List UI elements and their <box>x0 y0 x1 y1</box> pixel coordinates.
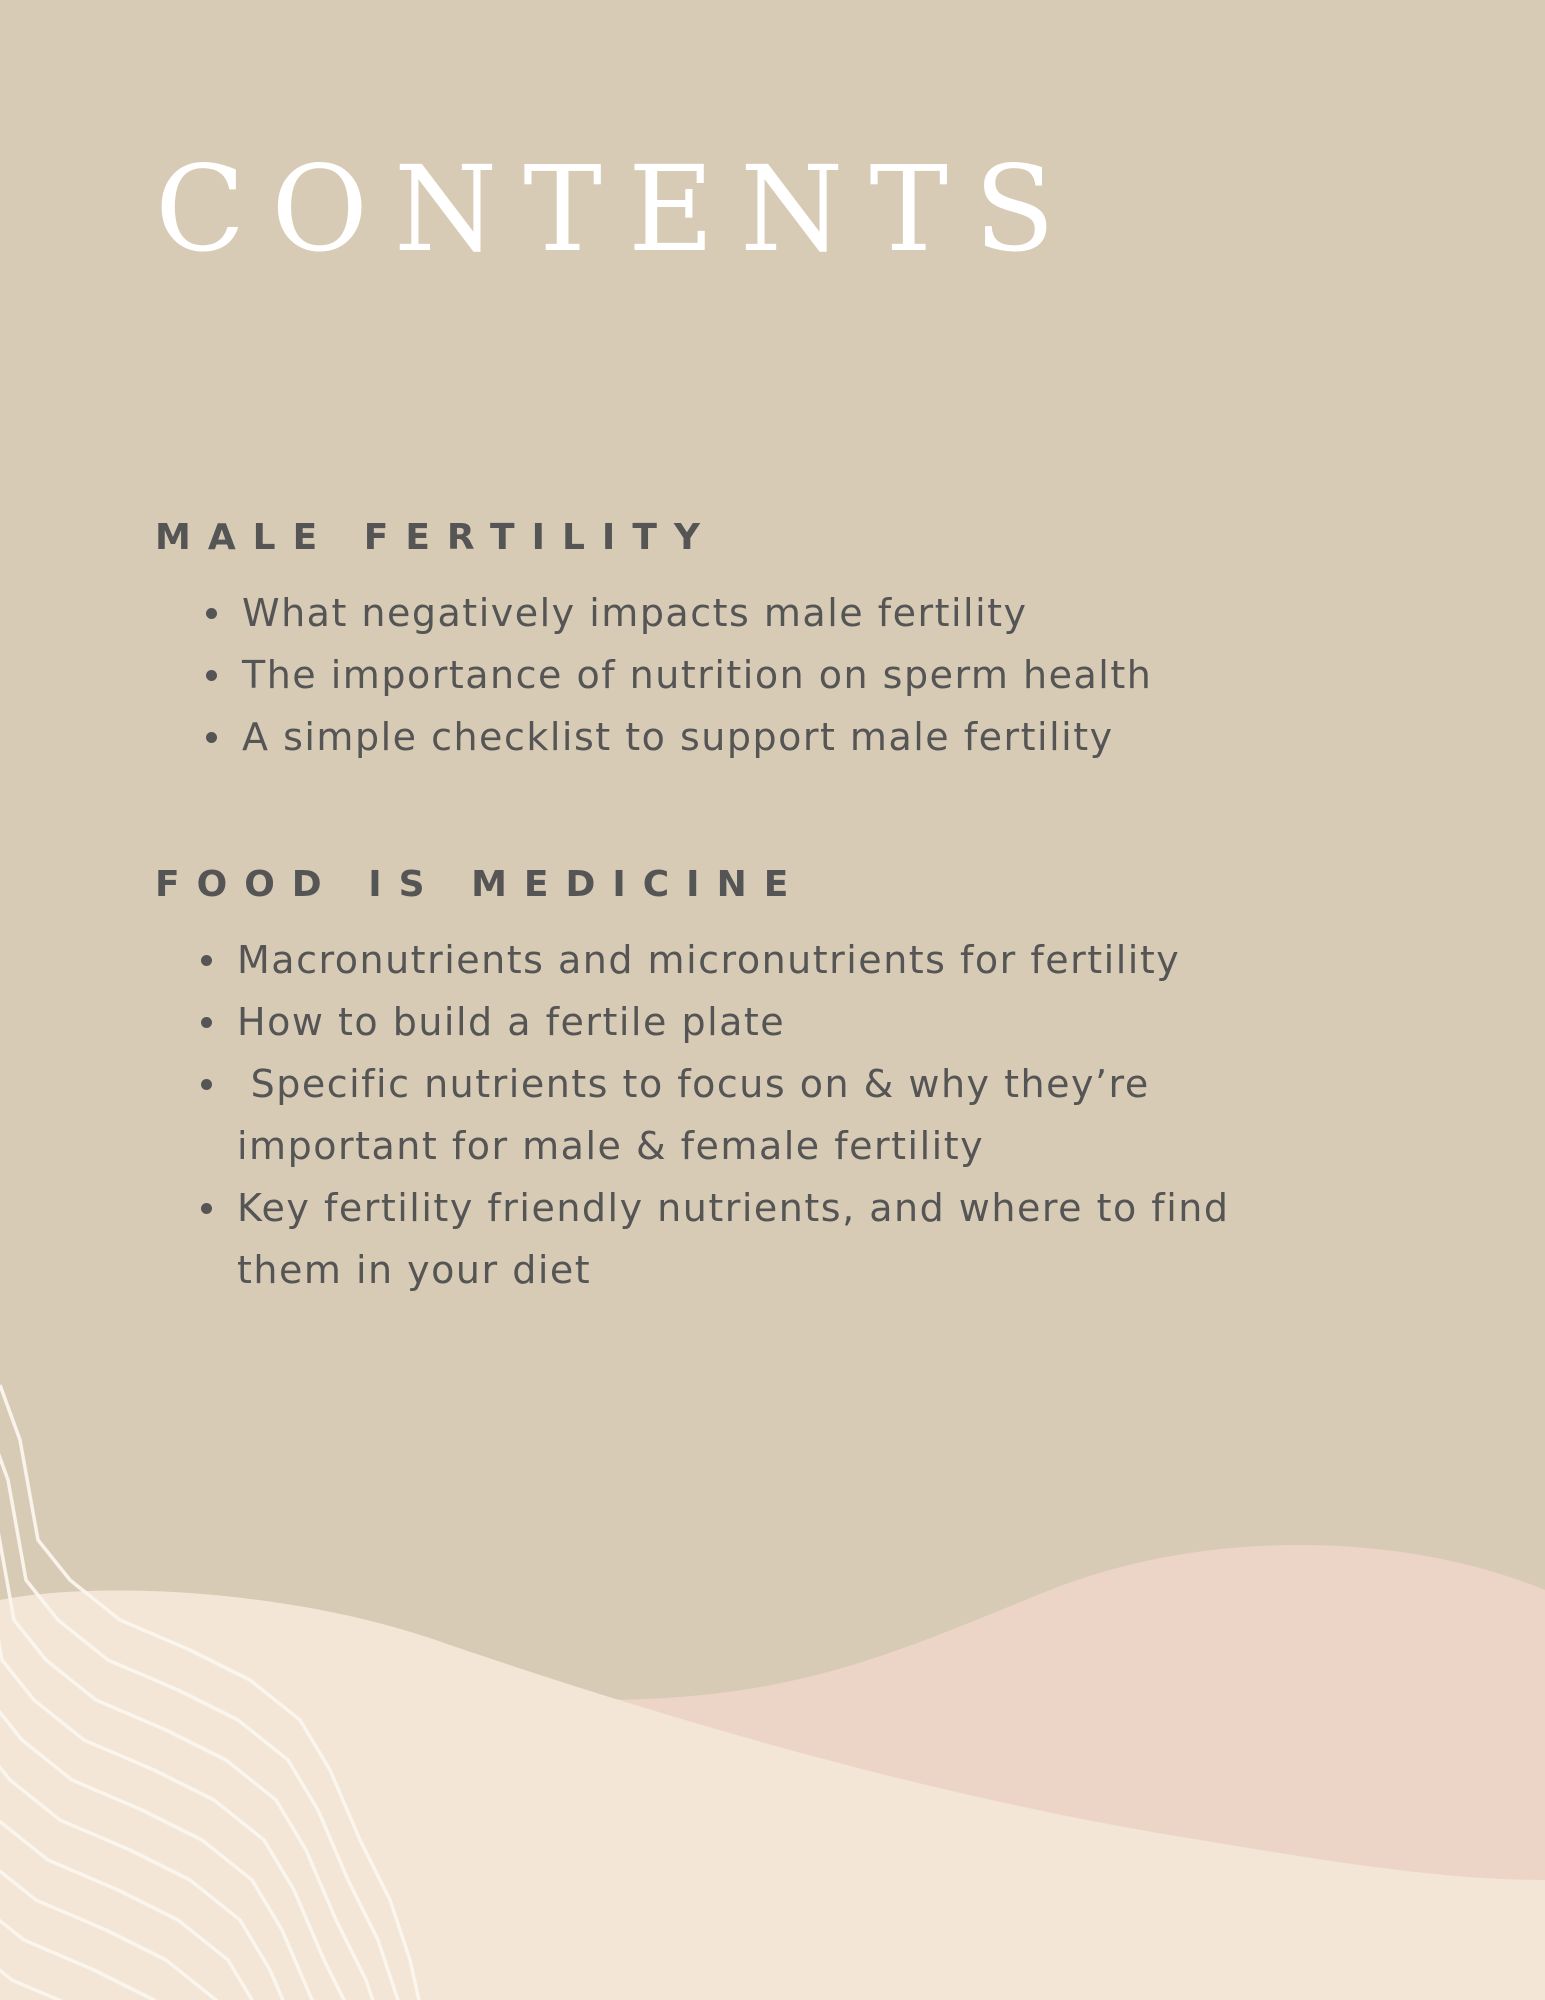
list-item <box>237 1177 1247 1301</box>
bullet-dot-icon <box>201 955 212 966</box>
list-item <box>242 644 1342 706</box>
list-item <box>237 991 1247 1053</box>
list-item-text: Macronutrients and micronutrients for fertility <box>237 938 1181 982</box>
section-heading: FOOD IS MEDICINE <box>155 864 806 905</box>
section-male-fertility <box>155 517 1335 768</box>
page-title: CONTENTS <box>155 140 1081 278</box>
section-heading: MALE FERTILITY <box>155 517 717 558</box>
bullet-dot-icon <box>206 670 217 681</box>
bullet-list <box>237 929 1247 1301</box>
list-item-text: The importance of nutrition on sperm health <box>242 653 1153 697</box>
section-food-is-medicine <box>155 864 1335 1301</box>
list-item-text: What negatively impacts male fertility <box>242 591 1028 635</box>
list-item-text: A simple checklist to support male fertility <box>242 715 1114 759</box>
bullet-dot-icon <box>201 1017 212 1028</box>
list-item-text: Specific nutrients to focus on & why they’re important for male & female fertility <box>237 1062 1164 1168</box>
bullet-dot-icon <box>206 732 217 743</box>
bullet-list <box>242 582 1342 768</box>
bullet-dot-icon <box>201 1079 212 1090</box>
list-item-text: Key fertility friendly nutrients, and where to find them in your diet <box>237 1186 1230 1292</box>
list-item <box>237 929 1247 991</box>
list-item <box>237 1053 1247 1177</box>
bullet-dot-icon <box>206 608 217 619</box>
bullet-dot-icon <box>201 1203 212 1214</box>
list-item-text: How to build a fertile plate <box>237 1000 786 1044</box>
list-item <box>242 706 1342 768</box>
list-item <box>242 582 1342 644</box>
